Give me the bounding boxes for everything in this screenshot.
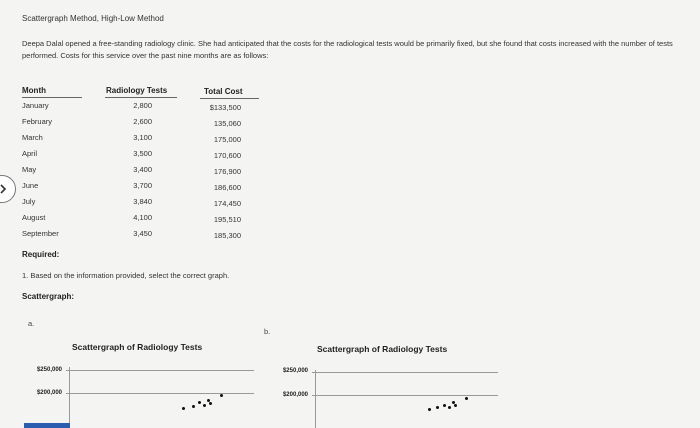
row-cost: 174,450 bbox=[213, 199, 241, 208]
header-cost: Total Cost bbox=[204, 87, 243, 96]
row-month: February bbox=[22, 117, 53, 126]
row-month: April bbox=[22, 149, 38, 158]
option-b-gridline bbox=[312, 372, 498, 373]
header-rule-tests bbox=[105, 97, 177, 98]
problem-intro: Deepa Dalal opened a free-standing radiology clinic. She had anticipated that the costs for the radiological tests would be primarily fixed, but she found that costs increased with the number of tests performed. Costs for this service over the past nine months are as follows: bbox=[22, 39, 673, 60]
option-b-point bbox=[465, 397, 468, 400]
scattergraph-label: Scattergraph: bbox=[22, 292, 75, 301]
row-month: June bbox=[22, 181, 39, 190]
option-b-tick-200000: $200,000 bbox=[282, 392, 308, 398]
option-b-point bbox=[448, 406, 451, 409]
option-a-point bbox=[192, 405, 195, 408]
option-a-point bbox=[198, 401, 201, 404]
option-b-gridline bbox=[312, 395, 498, 396]
row-tests: 3,400 bbox=[133, 165, 152, 174]
option-b-point bbox=[443, 404, 446, 407]
option-b-chart-title: Scattergraph of Radiology Tests bbox=[317, 344, 448, 354]
header-rule-cost bbox=[200, 98, 259, 99]
option-a-point bbox=[203, 404, 206, 407]
action-button-edge[interactable] bbox=[24, 423, 70, 428]
row-cost: 186,600 bbox=[213, 183, 241, 192]
option-a-gridline bbox=[66, 370, 254, 371]
row-tests: 3,840 bbox=[133, 197, 152, 206]
row-tests: 3,700 bbox=[133, 181, 152, 190]
row-tests: 2,800 bbox=[133, 101, 152, 110]
chevron-right-icon bbox=[0, 183, 8, 195]
row-cost: 135,060 bbox=[213, 119, 241, 128]
option-a-tick-200000: $200,000 bbox=[36, 390, 62, 396]
problem-title: Scattergraph Method, High-Low Method bbox=[22, 14, 164, 23]
row-tests: 3,450 bbox=[133, 229, 152, 238]
row-month: July bbox=[22, 197, 36, 206]
option-b-point bbox=[428, 408, 431, 411]
row-cost: $133,500 bbox=[209, 103, 241, 112]
row-month: March bbox=[22, 133, 43, 142]
question-1: 1. Based on the information provided, select the correct graph. bbox=[22, 271, 230, 280]
option-a-chart-title: Scattergraph of Radiology Tests bbox=[72, 342, 203, 352]
header-month: Month bbox=[22, 86, 46, 95]
option-a-tick-250000: $250,000 bbox=[36, 367, 62, 373]
row-cost: 176,900 bbox=[213, 167, 241, 176]
option-b-point bbox=[436, 406, 439, 409]
previous-page-button[interactable] bbox=[0, 175, 16, 203]
option-a-point bbox=[182, 407, 185, 410]
row-cost: 185,300 bbox=[213, 231, 241, 240]
option-b-letter: b. bbox=[264, 327, 271, 336]
row-month: May bbox=[22, 165, 37, 174]
option-b-point bbox=[454, 404, 457, 407]
option-b-tick-250000: $250,000 bbox=[282, 368, 308, 374]
row-month: August bbox=[22, 213, 46, 222]
option-b-y-axis bbox=[315, 370, 316, 428]
option-a-gridline bbox=[66, 393, 254, 394]
row-tests: 4,100 bbox=[133, 213, 152, 222]
header-tests: Radiology Tests bbox=[106, 86, 168, 95]
row-cost: 195,510 bbox=[213, 215, 241, 224]
header-rule-month bbox=[22, 97, 82, 98]
option-a-y-axis bbox=[69, 367, 70, 428]
row-tests: 3,100 bbox=[133, 133, 152, 142]
row-cost: 170,600 bbox=[213, 151, 241, 160]
row-month: September bbox=[22, 229, 59, 238]
option-a-letter: a. bbox=[28, 319, 35, 328]
row-tests: 3,500 bbox=[133, 149, 152, 158]
row-month: January bbox=[22, 101, 49, 110]
option-a-point bbox=[209, 402, 212, 405]
option-a-point bbox=[220, 394, 223, 397]
row-tests: 2,600 bbox=[133, 117, 152, 126]
row-cost: 175,000 bbox=[213, 135, 241, 144]
required-heading: Required: bbox=[22, 250, 60, 259]
